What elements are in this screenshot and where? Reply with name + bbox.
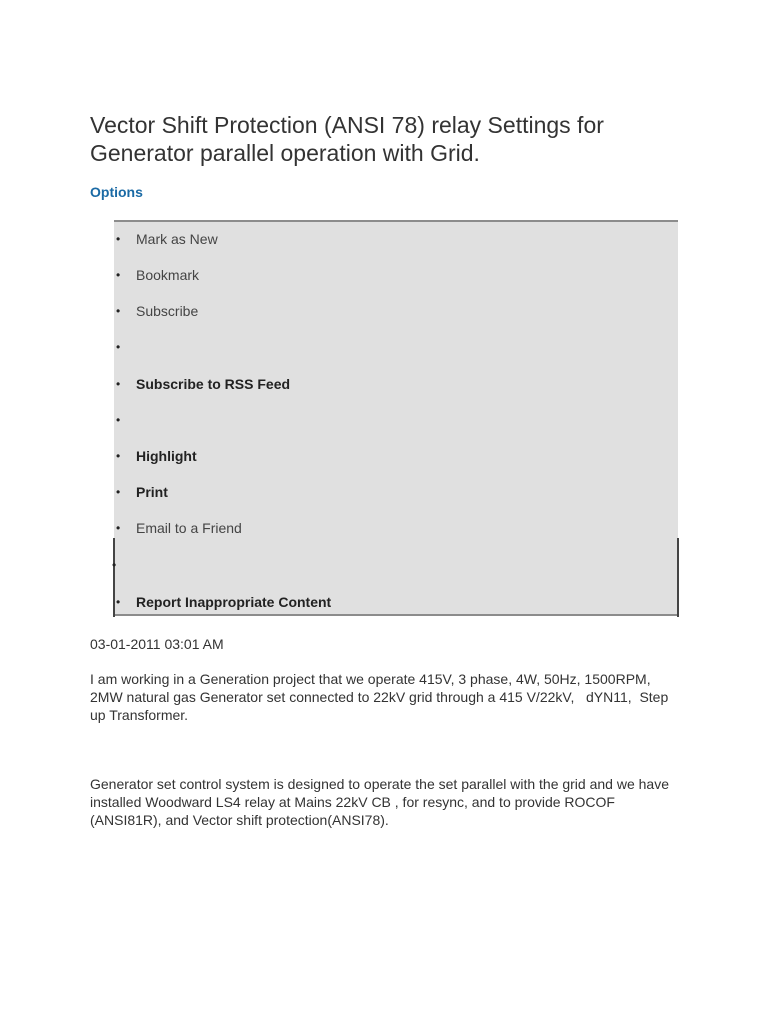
menu-item-label: Mark as New [136,231,218,247]
menu-item-subscribe[interactable] [114,301,674,321]
bullet-icon: • [116,377,121,391]
bullet-icon: • [112,558,117,572]
menu-item-report-content[interactable] [114,592,674,612]
menu-item-label: Email to a Friend [136,520,242,536]
bullet-icon: • [116,449,121,463]
menu-item-empty-2 [114,410,674,430]
menu-item-label: Highlight [136,448,197,464]
menu-item-label: Subscribe [136,303,199,319]
bullet-icon: • [116,595,121,609]
menu-item-label: Subscribe to RSS Feed [136,376,291,392]
post-paragraph-2: Generator set control system is designed to operate the set parallel with the grid and we have installed Woodward LS4 relay at Mains 22kV CB , for resync, and to provide ROCOF (ANSI81R), and Vector shift protection(ANSI78). [90,776,673,828]
bullet-icon: • [116,340,121,354]
bullet-icon: • [116,413,121,427]
menu-item-empty-1 [114,337,674,357]
options-menu [114,220,678,616]
menu-item-email-friend[interactable] [114,518,674,538]
menu-item-bookmark[interactable] [114,265,674,285]
menu-item-print[interactable] [114,482,674,502]
post-date: 03-01-2011 03:01 AM [90,636,224,652]
bullet-icon: • [116,521,121,535]
bullet-icon: • [116,485,121,499]
menu-item-mark-as-new[interactable] [114,229,674,249]
menu-item-label: Report Inappropriate Content [136,594,332,610]
page-title: Vector Shift Protection (ANSI 78) relay Settings for Generator parallel operation with Grid. [90,112,604,166]
menu-item-empty-3 [114,555,674,575]
bullet-icon: • [116,268,121,282]
menu-item-label: Bookmark [136,267,200,283]
menu-right-border [677,538,679,617]
menu-item-highlight[interactable] [114,446,674,466]
menu-item-label: Print [136,484,168,500]
post-paragraph-1: I am working in a Generation project that we operate 415V, 3 phase, 4W, 50Hz, 1500RPM, 2MW natural gas Generator set connected to 22kV grid through a 415 V/22kV, dYN11, Step up Transformer. [90,671,673,723]
bullet-icon: • [116,304,121,318]
bullet-icon: • [116,232,121,246]
menu-item-subscribe-rss[interactable] [114,374,674,394]
options-link[interactable]: Options [90,184,143,200]
